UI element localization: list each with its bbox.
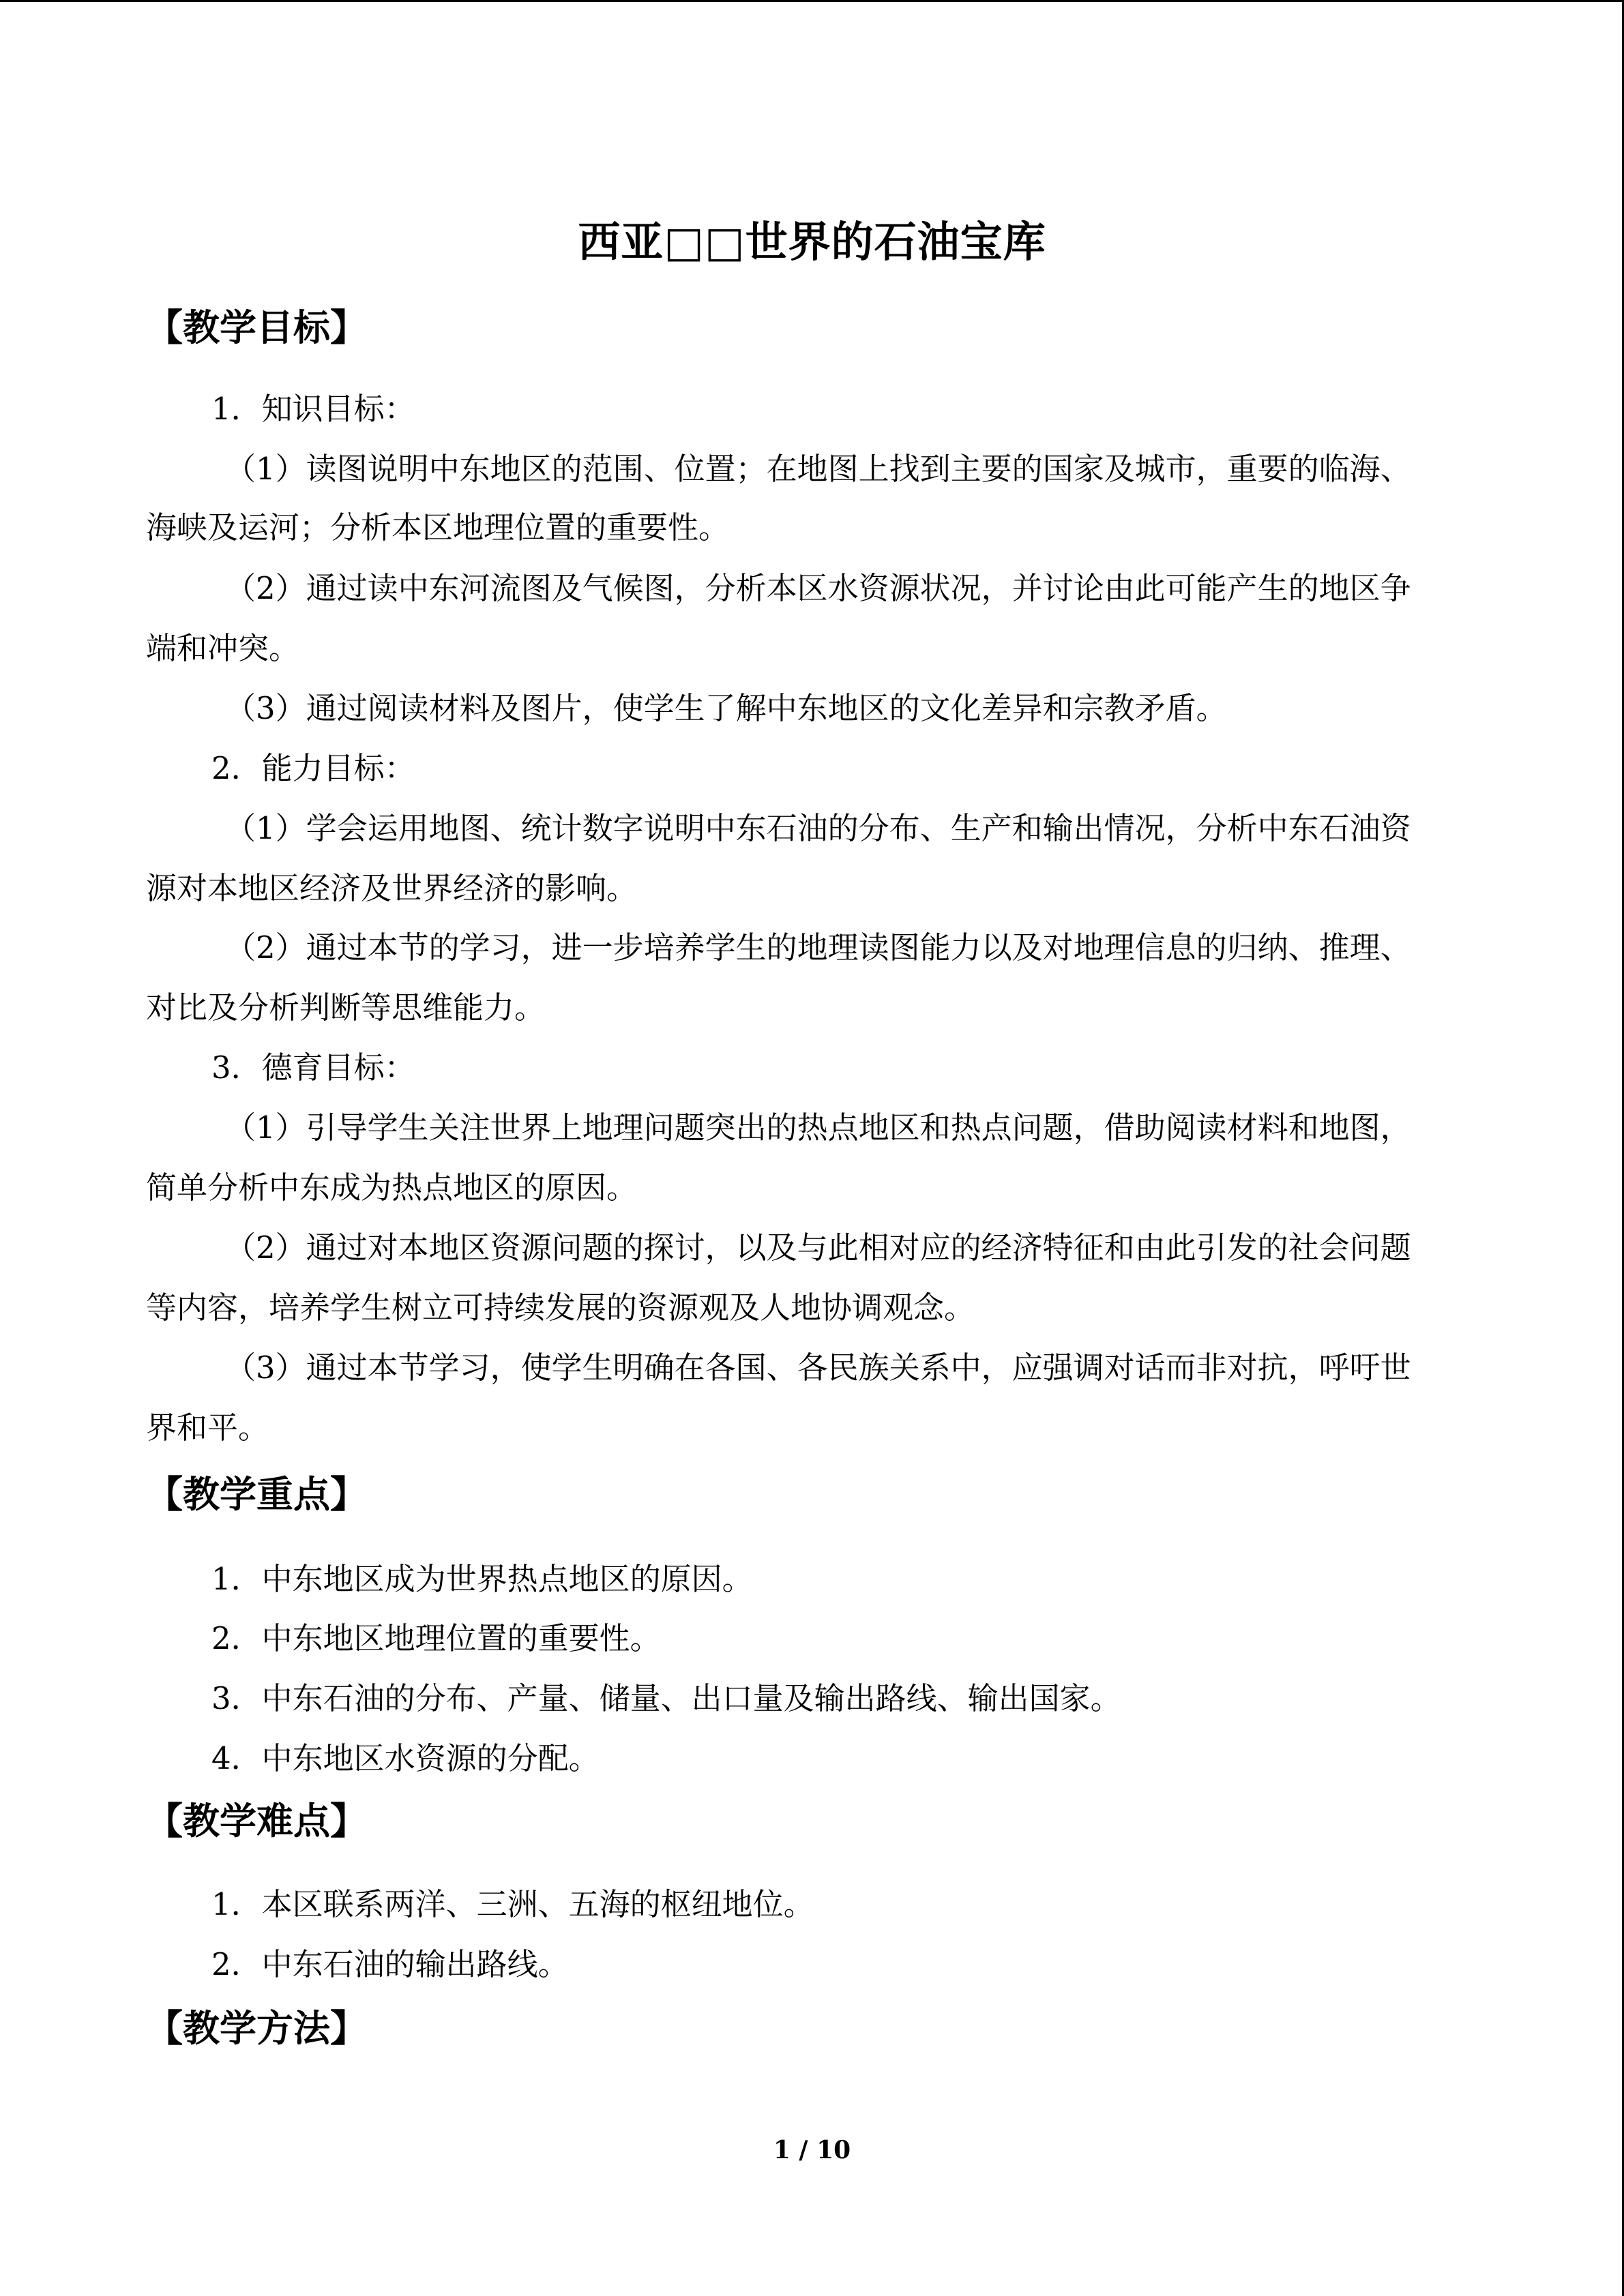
moral-objective-3-line-2: 界和平。 [146,1410,269,1446]
ability-objective-1-line-1: （1）学会运用地图、统计数字说明中东石油的分布、生产和输出情况，分析中东石油资 [225,810,1411,846]
moral-objective-1-line-1: （1）引导学生关注世界上地理问题突出的热点地区和热点问题，借助阅读材料和地图， [225,1109,1411,1146]
ability-objective-2-line-1: （2）通过本节的学习，进一步培养学生的地理读图能力以及对地理信息的归纳、推理、 [225,929,1411,966]
knowledge-objective-2-line-2: 端和冲突。 [146,630,300,666]
key-point-1: 1．中东地区成为世界热点地区的原因。 [211,1561,753,1597]
knowledge-objective-1-line-1: （1）读图说明中东地区的范围、位置；在地图上找到主要的国家及城市，重要的临海、 [225,451,1411,487]
heading-teaching-objectives: 【教学目标】 [146,305,367,349]
heading-teaching-methods: 【教学方法】 [146,2006,367,2050]
moral-objective-3-line-1: （3）通过本节学习，使学生明确在各国、各民族关系中，应强调对话而非对抗，呼吁世 [225,1350,1411,1386]
knowledge-objective-2-line-1: （2）通过读中东河流图及气候图，分析本区水资源状况，并讨论由此可能产生的地区争 [225,570,1411,606]
heading-difficulties: 【教学难点】 [146,1799,367,1843]
heading-key-points: 【教学重点】 [146,1472,367,1516]
difficulty-1: 1．本区联系两洋、三洲、五海的枢纽地位。 [211,1886,814,1922]
document-title: 西亚□□世界的石油宝库 [578,217,1046,267]
ability-objective-2-line-2: 对比及分析判断等思维能力。 [146,989,546,1026]
knowledge-objective-1-line-2: 海峡及运河；分析本区地理位置的重要性。 [146,509,730,546]
page-number: 1 / 10 [773,2136,851,2164]
difficulty-2: 2．中东石油的输出路线。 [211,1946,569,1982]
ability-objective-1-line-2: 源对本地区经济及世界经济的影响。 [146,870,638,906]
key-point-4: 4．中东地区水资源的分配。 [211,1740,600,1776]
key-point-3: 3．中东石油的分布、产量、储量、出口量及输出路线、输出国家。 [211,1680,1121,1716]
knowledge-objective-3: （3）通过阅读材料及图片，使学生了解中东地区的文化差异和宗教矛盾。 [225,690,1227,726]
ability-objectives-label: 2．能力目标： [211,750,415,786]
moral-objective-1-line-2: 简单分析中东成为热点地区的原因。 [146,1169,638,1206]
moral-objective-2-line-2: 等内容，培养学生树立可持续发展的资源观及人地协调观念。 [146,1289,975,1326]
moral-objectives-label: 3．德育目标： [211,1049,415,1086]
moral-objective-2-line-1: （2）通过对本地区资源问题的探讨，以及与此相对应的经济特征和由此引发的社会问题 [225,1229,1411,1266]
knowledge-objectives-label: 1．知识目标： [211,391,415,427]
key-point-2: 2．中东地区地理位置的重要性。 [211,1620,661,1656]
